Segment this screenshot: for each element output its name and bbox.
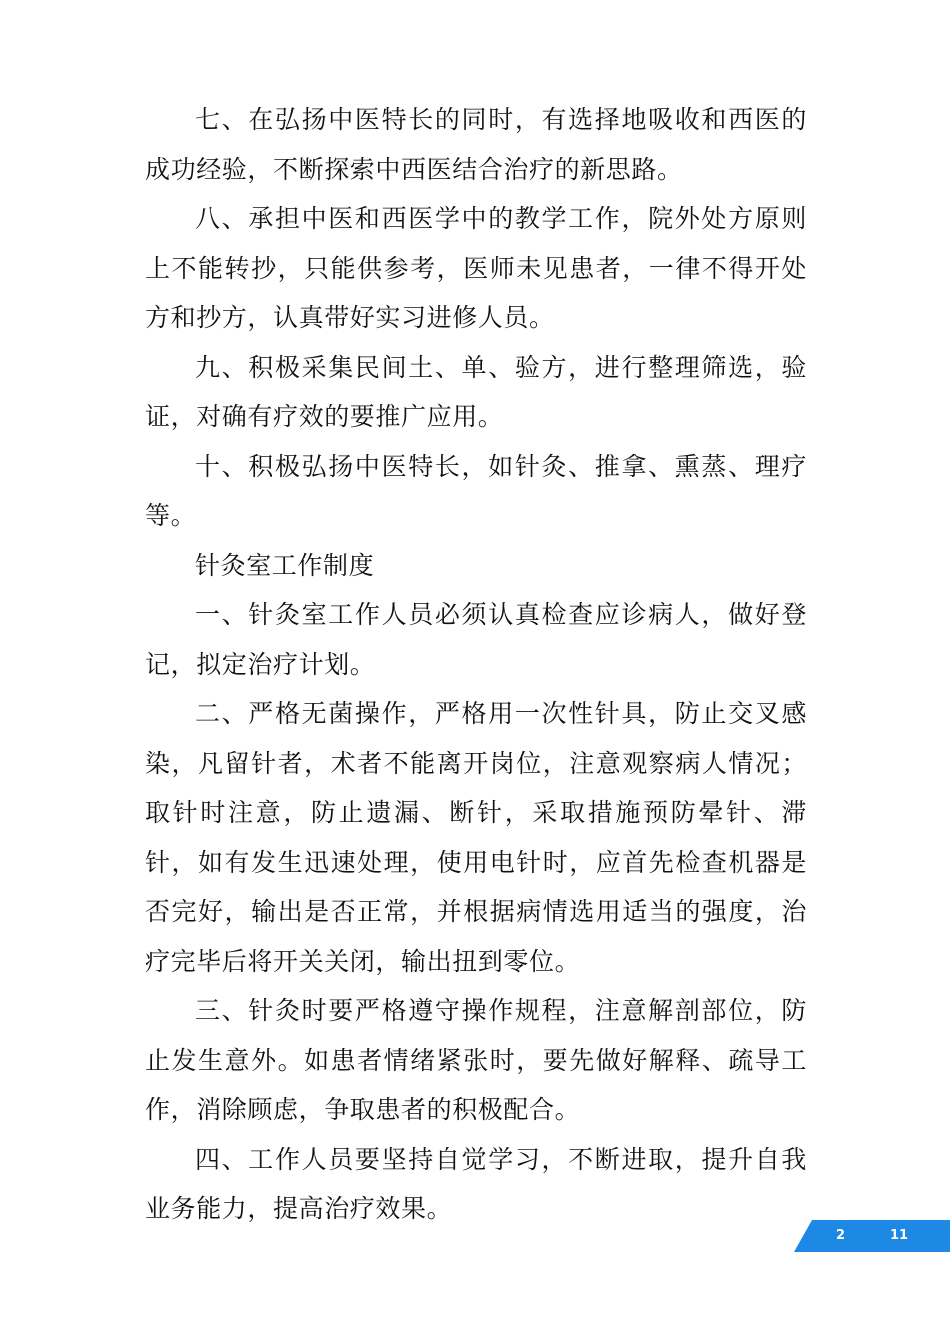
paragraph-8: 八、承担中医和西医学中的教学工作，院外处方原则上不能转抄，只能供参考，医师未见患者，一律不得开处方和抄方，认真带好实习进修人员。 bbox=[145, 204, 807, 332]
total-page-count: 11 bbox=[890, 1228, 909, 1243]
document-body bbox=[145, 95, 807, 1234]
page-number-bar bbox=[794, 1220, 950, 1252]
section-heading: 针灸室工作制度 bbox=[195, 550, 375, 580]
paragraph-2: 二、严格无菌操作，严格用一次性针具，防止交叉感染，凡留针者，术者不能离开岗位，注意观察病人情况；取针时注意，防止遗漏、断针，采取措施预防晕针、滞针，如有发生迅速处理，使用电针时，应首先检查机器是否完好，输出是否正常，并根据病情选用适当的强度，治疗完毕后将开关关闭，输出扭到零位。 bbox=[145, 699, 807, 976]
paragraph-9: 九、积极采集民间土、单、验方，进行整理筛选，验证，对确有疗效的要推广应用。 bbox=[145, 352, 807, 431]
paragraph-3: 三、针灸时要严格遵守操作规程，注意解剖部位，防止发生意外。如患者情绪紧张时，要先做好解释、疏导工作，消除顾虑，争取患者的积极配合。 bbox=[145, 996, 807, 1124]
paragraph-10: 十、积极弘扬中医特长，如针灸、推拿、熏蒸、理疗等。 bbox=[145, 451, 807, 530]
paragraph-4: 四、工作人员要坚持自觉学习，不断进取，提升自我业务能力，提高治疗效果。 bbox=[145, 1144, 807, 1223]
paragraph-1: 一、针灸室工作人员必须认真检查应诊病人，做好登记，拟定治疗计划。 bbox=[145, 600, 807, 679]
paragraph-7: 七、在弘扬中医特长的同时，有选择地吸收和西医的成功经验，不断探索中西医结合治疗的新思路。 bbox=[145, 105, 807, 184]
current-page-number: 2 bbox=[836, 1228, 846, 1243]
page-bar-shape bbox=[794, 1220, 950, 1252]
